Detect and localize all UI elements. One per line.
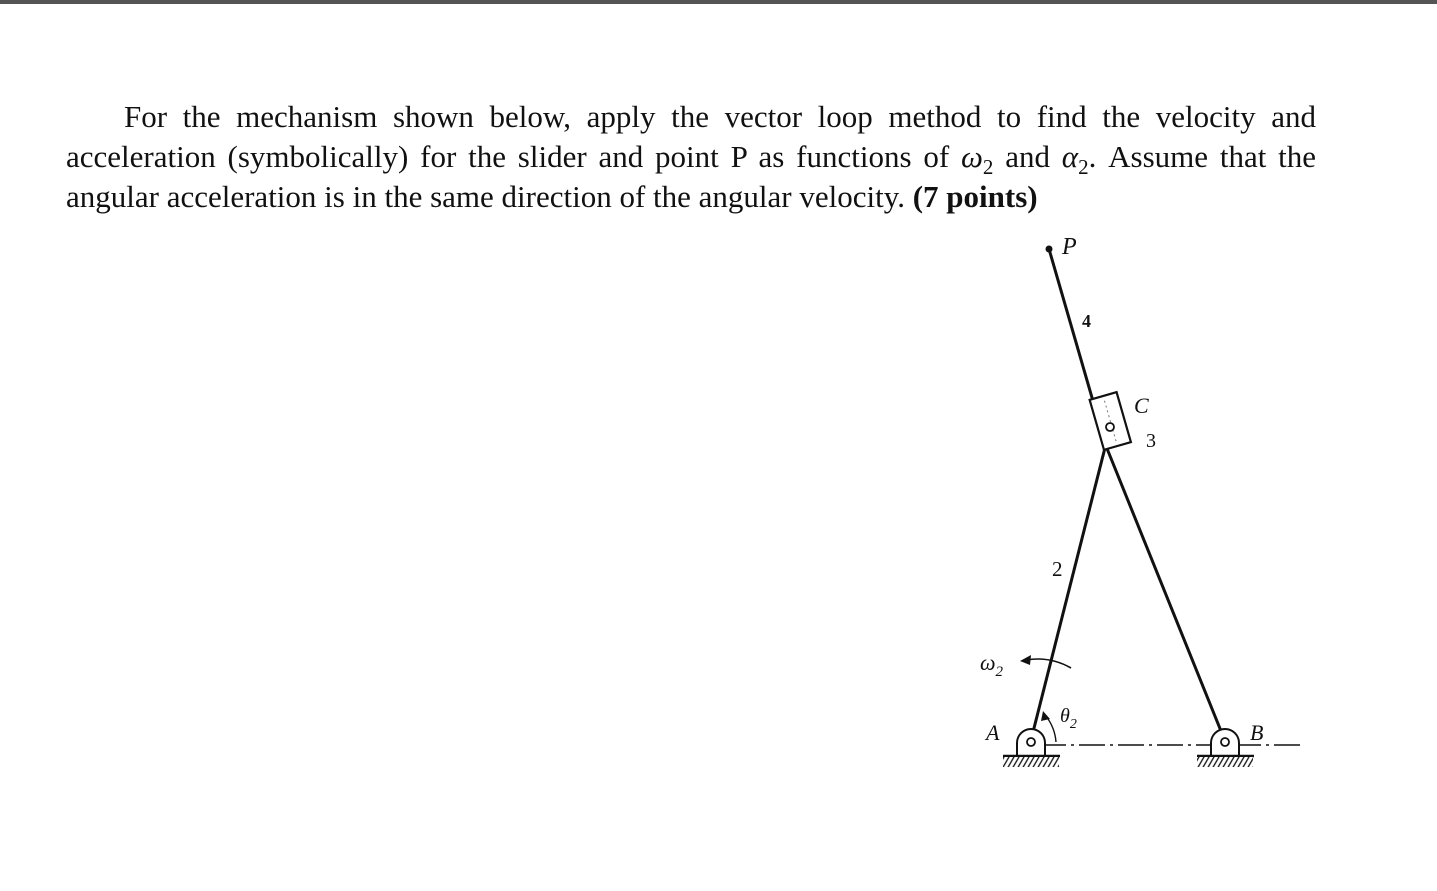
- pivot-b: [1197, 729, 1254, 767]
- mechanism-figure: [960, 220, 1320, 800]
- pivot-a: [1003, 729, 1060, 767]
- joint-c: [1106, 423, 1114, 431]
- label-p: P: [1062, 234, 1077, 260]
- label-omega: $\omega_2$: [980, 650, 1004, 680]
- link-2: [1031, 428, 1110, 740]
- top-border: [0, 0, 1437, 4]
- omega-arrow: [1020, 655, 1071, 668]
- slider-block: [1090, 392, 1131, 450]
- label-4: 4: [1082, 311, 1091, 331]
- problem-text-part1: For the mechanism shown below, apply the vector loop method to find the velocity and acceleration (symbolically) for the slider and point P as functions of: [66, 99, 1316, 174]
- label-3: 3: [1146, 430, 1156, 452]
- points-label: (7 points): [912, 179, 1038, 214]
- omega-symbol: ω: [960, 139, 983, 174]
- link-4-lower: [1106, 446, 1225, 741]
- label-2: 2: [1052, 557, 1063, 581]
- label-c: C: [1134, 393, 1149, 418]
- label-a: A: [986, 720, 1000, 745]
- alpha-symbol: α: [1061, 139, 1079, 174]
- and-text: and: [993, 139, 1062, 174]
- label-b: B: [1250, 720, 1264, 745]
- problem-text-part2: . Assume that the angular acceleration is in the same direction of the angular velocity.: [66, 139, 1317, 214]
- label-theta: $\theta_2$: [1060, 705, 1077, 732]
- point-p-dot: [1046, 246, 1053, 253]
- omega-subscript: 2: [982, 155, 994, 180]
- problem-statement: [66, 97, 1316, 217]
- alpha-subscript: 2: [1078, 155, 1089, 180]
